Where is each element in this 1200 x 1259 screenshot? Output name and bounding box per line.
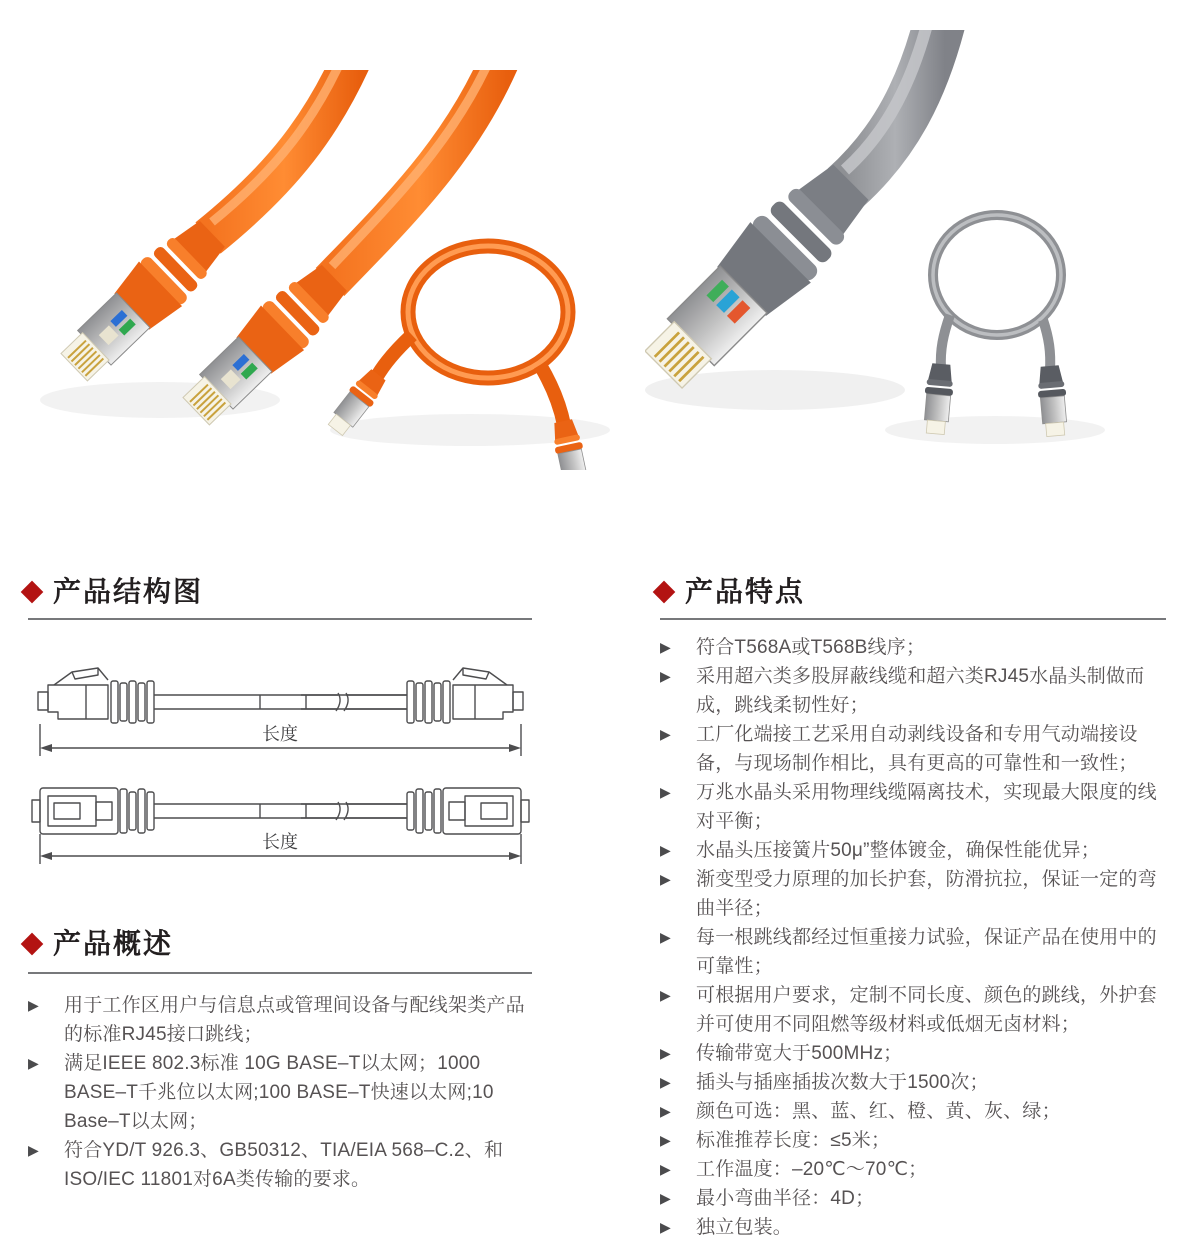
feature-item: ▶ 标准推荐长度：≤5米； [658,1126,1170,1155]
feature-item: ▶ 独立包装。 [658,1213,1170,1242]
triangle-bullet-icon: ▶ [660,842,671,858]
length-dimension-label-2: 长度 [262,832,298,852]
features-section-rule [660,618,1166,620]
feature-item: ▶ 渐变型受力原理的加长护套，防滑抗拉，保证一定的弯曲半径； [658,865,1170,923]
overview-section-title: 产品概述 [53,928,174,959]
gray-looped-cable [921,215,1069,437]
triangle-bullet-icon: ▶ [28,997,39,1013]
triangle-bullet-icon: ▶ [660,668,671,684]
triangle-bullet-icon: ▶ [660,1190,671,1206]
diamond-bullet-icon [21,581,44,604]
structure-section-rule [28,618,532,620]
diamond-bullet-icon [21,933,44,956]
feature-item: ▶ 传输带宽大于500MHz； [658,1039,1170,1068]
triangle-bullet-icon: ▶ [28,1142,39,1158]
triangle-bullet-icon: ▶ [660,1045,671,1061]
triangle-bullet-icon: ▶ [660,726,671,742]
overview-item: ▶ 满足IEEE 802.3标准 10G BASE–T以太网；1000 BASE–T千兆位以太网;100 BASE–T快速以太网;10 Base–T以太网； [26,1049,538,1136]
feature-item: ▶ 工厂化端接工艺采用自动剥线设备和专用气动端接设备，与现场制作相比，具有更高的可靠性和一致性； [658,720,1170,778]
feature-item: ▶ 颜色可选：黑、蓝、红、橙、黄、灰、绿； [658,1097,1170,1126]
triangle-bullet-icon: ▶ [660,639,671,655]
overview-list [26,991,538,1194]
feature-item: ▶ 采用超六类多股屏蔽线缆和超六类RJ45水晶头制做而成，跳线柔韧性好； [658,662,1170,720]
length-dimension-label-1: 长度 [262,724,298,744]
feature-item: ▶ 万兆水晶头采用物理线缆隔离技术，实现最大限度的线对平衡； [658,778,1170,836]
gray-patch-cord-photo [645,30,1115,475]
triangle-bullet-icon: ▶ [660,1161,671,1177]
triangle-bullet-icon: ▶ [28,1055,39,1071]
feature-item: ▶ 水晶头压接簧片50μ”整体镀金，确保性能优异； [658,836,1170,865]
overview-item: ▶ 用于工作区用户与信息点或管理间设备与配线架类产品的标准RJ45接口跳线； [26,991,538,1049]
triangle-bullet-icon: ▶ [660,871,671,887]
triangle-bullet-icon: ▶ [660,987,671,1003]
feature-item: ▶ 插头与插座插拔次数大于1500次； [658,1068,1170,1097]
feature-item: ▶ 工作温度：–20℃～70℃； [658,1155,1170,1184]
triangle-bullet-icon: ▶ [660,929,671,945]
cable-structure-diagram-top-view [28,760,533,868]
overview-section-rule [28,972,532,974]
structure-section-title: 产品结构图 [53,576,204,607]
feature-item: ▶ 最小弯曲半径：4D； [658,1184,1170,1213]
triangle-bullet-icon: ▶ [660,1074,671,1090]
diamond-bullet-icon [653,581,676,604]
feature-item: ▶ 每一根跳线都经过恒重接力试验，保证产品在使用中的可靠性； [658,923,1170,981]
cable-structure-diagram-side-view [28,652,533,760]
orange-patch-cords-photo [40,70,610,470]
structure-section-header [24,578,203,606]
triangle-bullet-icon: ▶ [660,1132,671,1148]
overview-section-header [24,930,173,958]
features-section-header [656,578,805,606]
overview-item: ▶ 符合YD/T 926.3、GB50312、TIA/EIA 568–C.2、和ISO/IEC 11801对6A类传输的要求。 [26,1136,538,1194]
feature-item: ▶ 符合T568A或T568B线序； [658,633,1170,662]
triangle-bullet-icon: ▶ [660,1219,671,1235]
triangle-bullet-icon: ▶ [660,784,671,800]
features-section-title: 产品特点 [685,576,806,607]
feature-item: ▶ 可根据用户要求，定制不同长度、颜色的跳线，外护套并可使用不同阻燃等级材料或低烟无卤材料； [658,981,1170,1039]
features-list [658,633,1170,1242]
triangle-bullet-icon: ▶ [660,1103,671,1119]
